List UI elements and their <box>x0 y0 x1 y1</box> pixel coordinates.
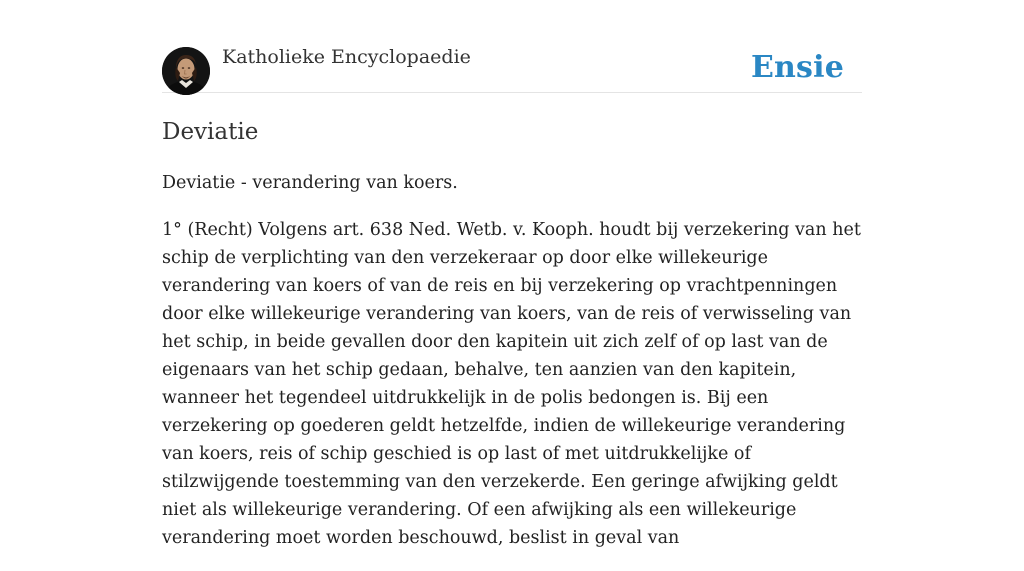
brand-logo-link[interactable]: Ensie <box>750 50 844 85</box>
article-body <box>162 169 862 552</box>
site-header <box>162 0 862 93</box>
article-paragraph: Deviatie - verandering van koers. <box>162 173 458 193</box>
article-page <box>162 0 862 571</box>
article-title: Deviatie <box>162 119 259 145</box>
source-title[interactable]: Katholieke Encyclopaedie <box>222 46 471 68</box>
portrait-avatar-icon[interactable] <box>162 47 210 95</box>
article-paragraph: 1° (Recht) Volgens art. 638 Ned. Wetb. v. Kooph. houdt bij verzekering van het schip de verplichting van den verzekeraar op door elke willekeurige verandering van koers of van de reis en bij verzekering op vrachtpenningen door elke willekeurige verandering van koers, van de reis of verwisseling van het schip, in beide gevallen door den kapitein uit zich zelf of op last van de eigenaars van het schip gedaan, behalve, ten aanzien van den kapitein, wanneer het tegendeel uitdrukkelijk in de polis bedongen is. Bij een verzekering op goederen geldt hetzelfde, indien de willekeurige verandering van koers, reis of schip geschied is op last of met uitdrukkelijke of stilzwijgende toestemming van den verzekerde. Een geringe afwijking geldt niet als willekeurige verandering. Of een afwijking als een willekeurige verandering moet worden beschouwd, beslist in geval van <box>162 220 861 548</box>
